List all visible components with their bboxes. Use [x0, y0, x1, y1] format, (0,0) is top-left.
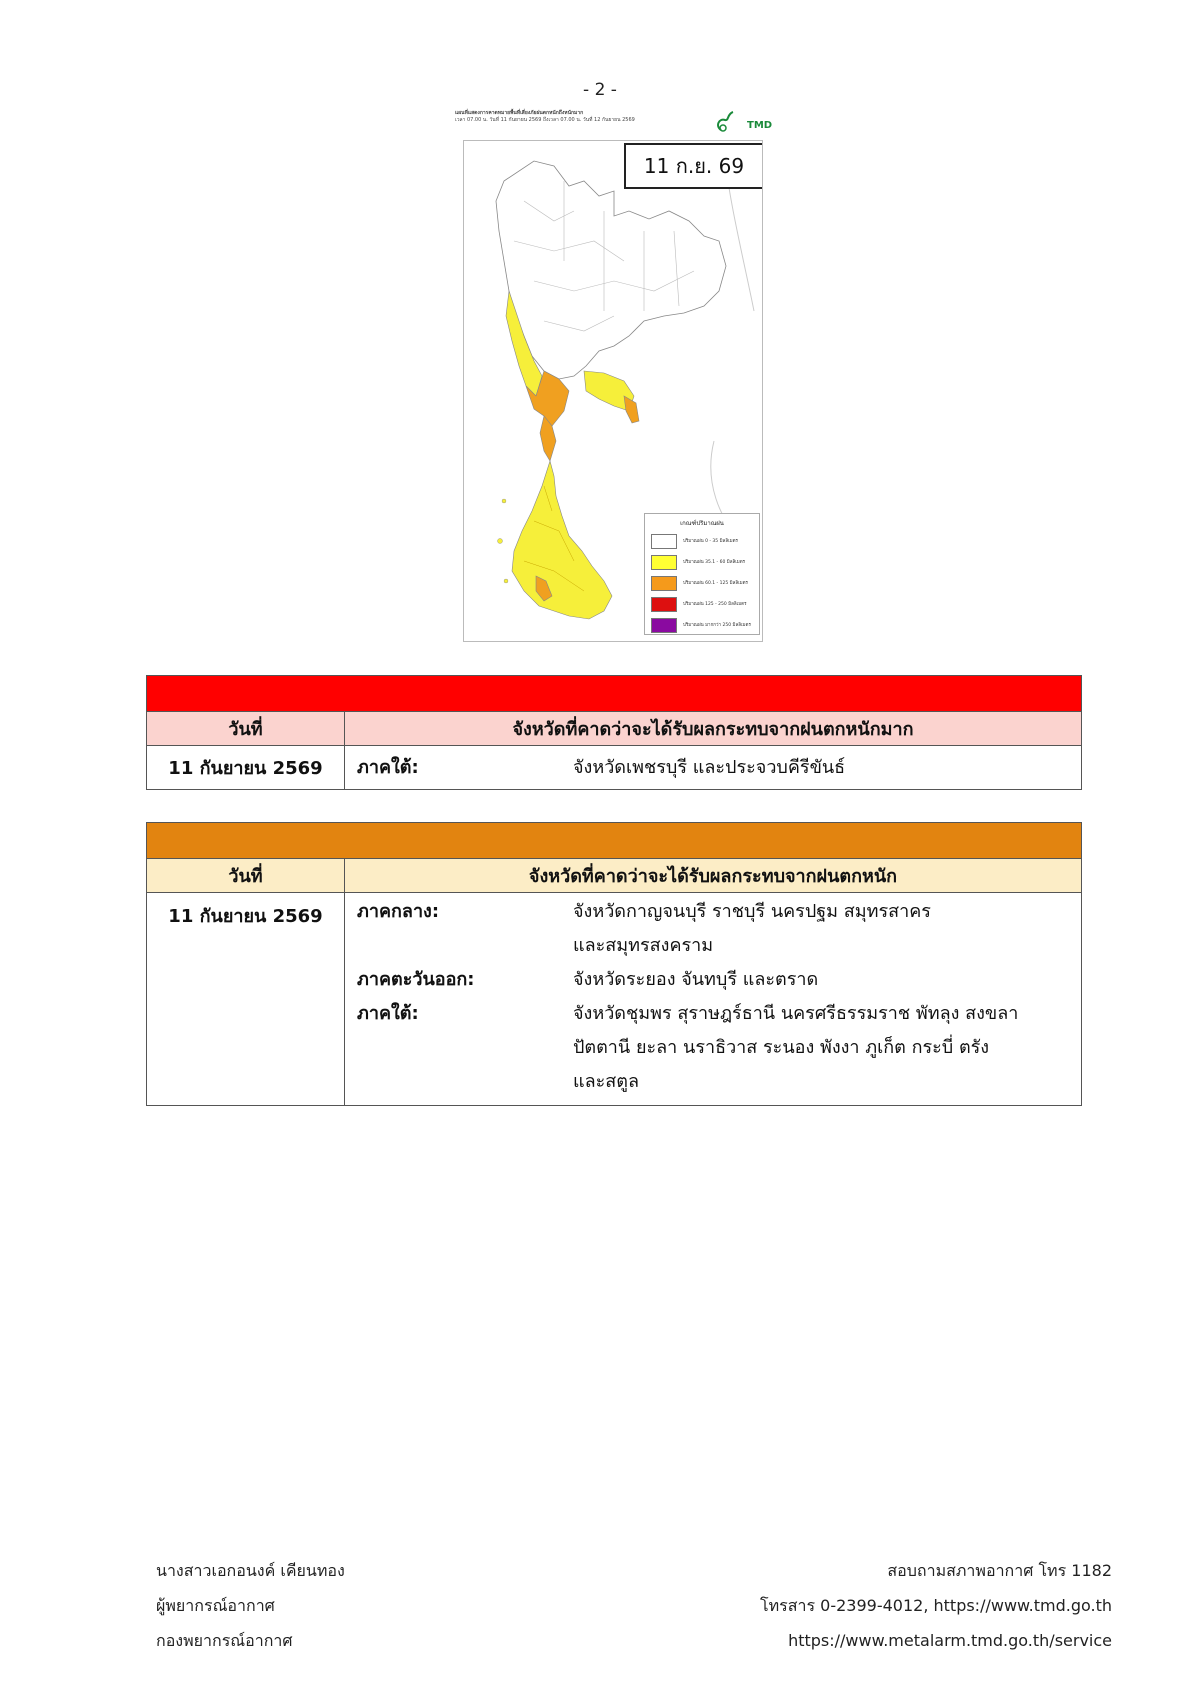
very-heavy-rain-color-band — [147, 676, 1082, 712]
legend-label: ปริมาณฝน มากกว่า 250 มิลลิเมตร — [683, 622, 751, 628]
legend-item — [651, 615, 753, 636]
region-provinces — [573, 895, 1081, 963]
map-legend — [644, 513, 760, 635]
province-line: จังหวัดชุมพร สุราษฎร์ธานี นครศรีธรรมราช พัทลุง สงขลา — [573, 1003, 1019, 1024]
region-provinces — [573, 997, 1081, 1099]
forecaster-position: ผู้พยากรณ์อากาศ — [156, 1596, 275, 1615]
contact-phone: สอบถามสภาพอากาศ โทร 1182 — [887, 1561, 1112, 1580]
contact-fax: โทรสาร 0-2399-4012, https://www.tmd.go.th — [760, 1596, 1112, 1615]
region-row-east — [345, 963, 1081, 997]
legend-label: ปริมาณฝน 35.1 - 60 มิลลิเมตร — [683, 559, 746, 565]
map-caption — [455, 110, 695, 124]
province-line: จังหวัดกาญจนบุรี ราชบุรี นครปฐม สมุทรสาคร — [573, 901, 931, 922]
region-provinces — [573, 963, 1081, 997]
region-row-central — [345, 895, 1081, 963]
legend-item — [651, 594, 753, 615]
very-heavy-rain-table — [146, 675, 1082, 790]
province-line: และสตูล — [573, 1071, 640, 1092]
legend-swatch — [651, 534, 677, 549]
header-date: วันที่ — [147, 712, 345, 746]
legend-item — [651, 552, 753, 573]
heavy-rain-color-band — [147, 823, 1082, 859]
map-region-south — [512, 461, 612, 619]
table-row — [147, 746, 1082, 790]
legend-item — [651, 531, 753, 552]
header-date: วันที่ — [147, 859, 345, 893]
map-caption-line1: แผนที่แสดงการคาดหมายพื้นที่เสี่ยงภัยฝนตกหนักถึงหนักมาก — [455, 110, 584, 116]
legend-swatch — [651, 618, 677, 633]
legend-swatch — [651, 597, 677, 612]
legend-item — [651, 573, 753, 594]
header-provinces: จังหวัดที่คาดว่าจะได้รับผลกระทบจากฝนตกหนัก — [345, 859, 1082, 893]
legend-swatch — [651, 555, 677, 570]
province-line: ปัตตานี ยะลา นราธิวาส ระนอง พังงา ภูเก็ต กระบี่ ตรัง — [573, 1037, 990, 1058]
table-row — [147, 893, 1082, 1106]
legend-title: เกณฑ์ปริมาณฝน — [680, 520, 724, 527]
legend-label: ปริมาณฝน 125 - 250 มิลลิเมตร — [683, 601, 747, 607]
region-row-south — [345, 997, 1081, 1099]
map-caption-line2: เวลา 07.00 น. วันที่ 11 กันยายน 2569 ถึงเวลา 07.00 น. วันที่ 12 กันยายน 2569 — [455, 117, 635, 123]
table-header-row — [147, 859, 1082, 893]
row-date: 11 กันยายน 2569 — [147, 893, 345, 1106]
tmd-logo-group — [713, 110, 773, 136]
contact-web-link[interactable]: https://www.metalarm.tmd.go.th/service — [788, 1631, 1112, 1650]
legend-label: ปริมาณฝน 60.1 - 125 มิลลิเมตร — [683, 580, 748, 586]
region-name: ภาคกลาง: — [357, 901, 440, 922]
forecaster-signature — [156, 1553, 345, 1658]
region-row — [345, 751, 1081, 785]
region-name: ภาคตะวันออก: — [357, 969, 475, 990]
table-header-row — [147, 712, 1082, 746]
map-region-north — [496, 161, 726, 379]
rain-risk-map-figure — [455, 110, 771, 640]
header-provinces: จังหวัดที่คาดว่าจะได้รับผลกระทบจากฝนตกหนักมาก — [345, 712, 1082, 746]
province-line: และสมุทรสงคราม — [573, 935, 714, 956]
legend-swatch — [651, 576, 677, 591]
row-regions — [345, 893, 1082, 1106]
row-regions — [345, 746, 1082, 790]
forecaster-name: นางสาวเอกอนงค์ เคียนทอง — [156, 1561, 345, 1580]
page-number: - 2 - — [583, 80, 617, 100]
region-name: ภาคใต้: — [357, 1003, 419, 1024]
map-region-trat — [624, 396, 639, 423]
map-date-label: 11 ก.ย. 69 — [624, 143, 763, 189]
map-frame — [463, 140, 763, 642]
tmd-logo-icon — [713, 110, 773, 136]
tmd-logo-text: TMD — [747, 120, 773, 131]
contact-info — [760, 1553, 1112, 1658]
forecaster-division: กองพยากรณ์อากาศ — [156, 1631, 293, 1650]
region-name: ภาคใต้: — [357, 756, 419, 778]
heavy-rain-table — [146, 822, 1082, 1106]
row-date: 11 กันยายน 2569 — [147, 746, 345, 790]
province-line: จังหวัดระยอง จันทบุรี และตราด — [573, 969, 819, 990]
legend-label: ปริมาณฝน 0 - 35 มิลลิเมตร — [683, 538, 738, 544]
region-provinces: จังหวัดเพชรบุรี และประจวบคีรีขันธ์ — [573, 756, 846, 778]
